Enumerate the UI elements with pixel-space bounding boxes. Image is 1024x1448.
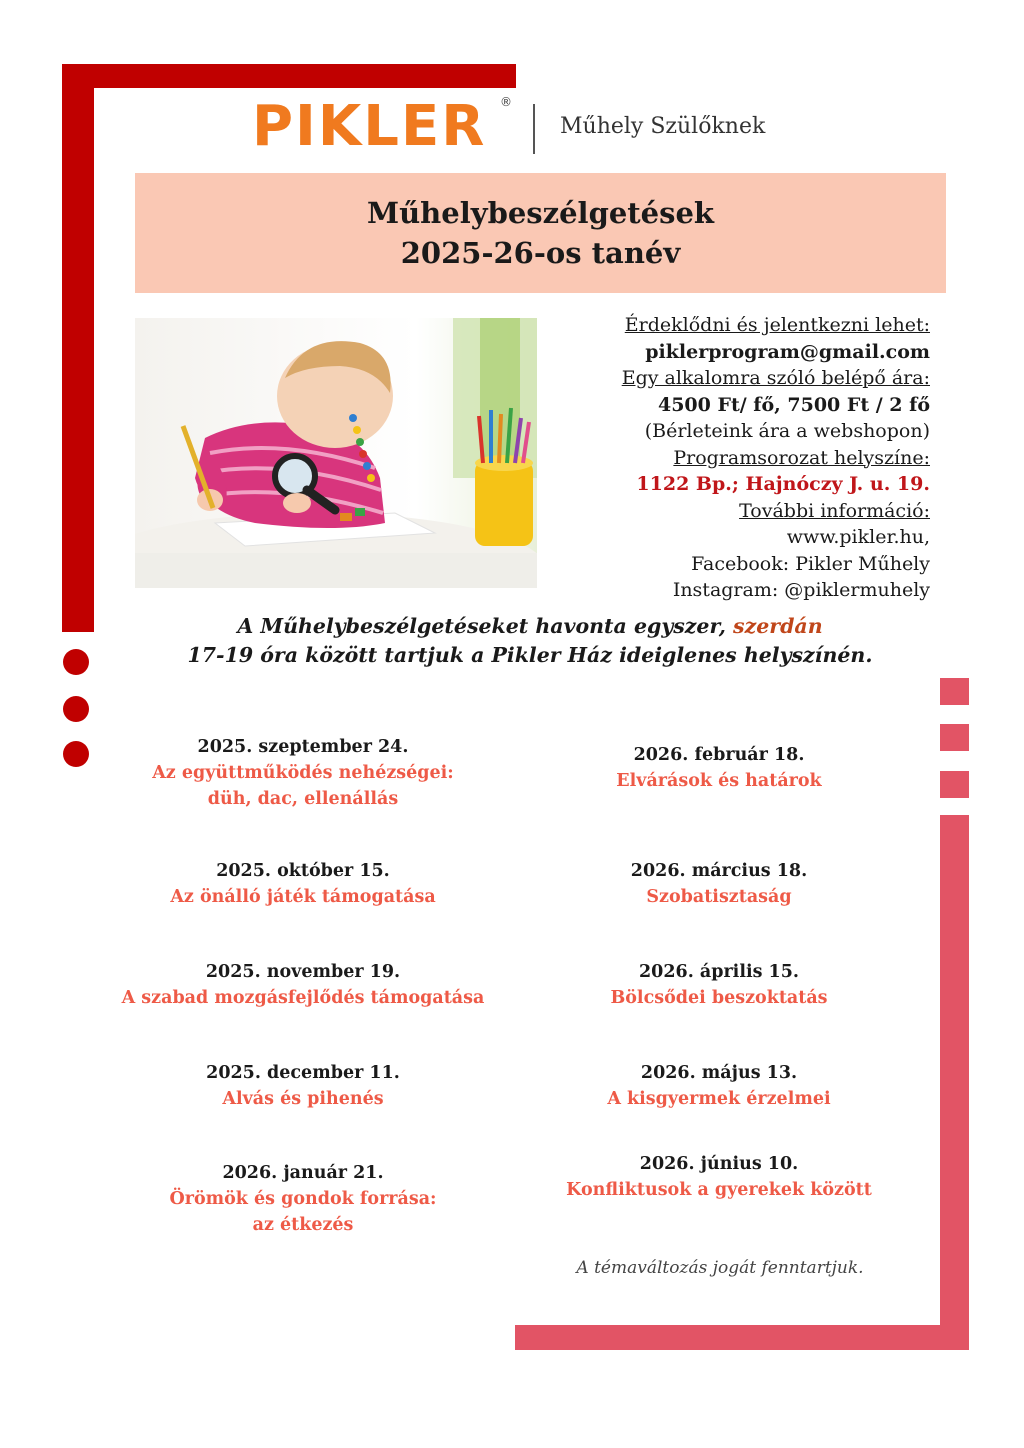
title-line-2: 2025-26-os tanév — [400, 236, 681, 270]
event-date: 2026. április 15. — [638, 962, 800, 982]
decor-square-3 — [940, 771, 969, 798]
decor-dot-1 — [63, 649, 89, 675]
title-line-1: Műhelybeszélgetések — [366, 196, 715, 230]
event-right-5 — [519, 1151, 919, 1203]
event-right-3 — [519, 959, 919, 1011]
child-photo — [135, 318, 537, 588]
event-topic: Az együttműködés nehézségei: — [152, 763, 454, 783]
event-date: 2026. január 21. — [222, 1163, 384, 1183]
event-right-1 — [519, 742, 919, 794]
ticket-price: 4500 Ft/ fő, 7500 Ft / 2 fő — [657, 393, 930, 416]
venue-address: 1122 Bp.; Hajnóczy J. u. 19. — [636, 473, 930, 495]
decor-dot-2 — [63, 696, 89, 722]
website-link[interactable]: www.pikler.hu, — [786, 526, 930, 548]
event-topic: A kisgyermek érzelmei — [607, 1089, 831, 1109]
passes-note: (Bérleteink ára a webshopon) — [644, 420, 930, 442]
info-block — [560, 312, 930, 604]
event-left-4 — [103, 1060, 503, 1112]
event-topic: Alvás és pihenés — [222, 1089, 384, 1109]
logo-divider — [533, 104, 535, 154]
frame-top-left-bar — [62, 64, 516, 88]
instagram-link[interactable]: Instagram: @piklermuhely — [672, 579, 930, 601]
event-date: 2026. június 10. — [639, 1154, 799, 1174]
frame-bottom-bar — [515, 1325, 969, 1350]
venue-label: Programsorozat helyszíne: — [673, 446, 930, 469]
more-info-label: További információ: — [739, 499, 930, 522]
decor-dot-3 — [63, 741, 89, 767]
inquiry-label: Érdeklődni és jelentkezni lehet: — [624, 314, 930, 336]
decor-square-2 — [940, 724, 969, 751]
frame-left-bar — [62, 64, 94, 632]
event-date: 2026. március 18. — [630, 861, 808, 881]
event-topic: Szobatisztaság — [646, 887, 792, 907]
event-right-4 — [519, 1060, 919, 1112]
intro-line-1-text: A Műhelybeszélgetéseket havonta egyszer, — [237, 614, 734, 638]
intro-line-1 — [100, 612, 960, 641]
intro-accent-day: szerdán — [733, 614, 823, 638]
title-band — [135, 173, 946, 293]
intro-line-2: 17-19 óra között tartjuk a Pikler Ház ideiglenes helyszínén. — [187, 643, 873, 667]
intro-text — [100, 612, 960, 670]
event-topic: Bölcsődei beszoktatás — [610, 988, 828, 1008]
event-left-5 — [103, 1160, 503, 1238]
event-date: 2025. október 15. — [216, 861, 390, 881]
decor-square-1 — [940, 678, 969, 705]
frame-right-bar — [940, 815, 969, 1350]
event-date: 2026. május 13. — [640, 1063, 798, 1083]
event-topic: Elvárások és határok — [616, 771, 822, 791]
event-topic: A szabad mozgásfejlődés támogatása — [121, 988, 485, 1008]
pikler-logo: PIKLER — [252, 94, 487, 159]
event-left-1 — [103, 734, 503, 812]
event-topic: düh, dac, ellenállás — [207, 789, 399, 809]
event-topic: Konfliktusok a gyerekek között — [566, 1180, 872, 1200]
event-date: 2026. február 18. — [633, 745, 805, 765]
event-topic: Örömök és gondok forrása: — [169, 1189, 437, 1209]
event-date: 2025. november 19. — [205, 962, 401, 982]
event-left-2 — [103, 858, 503, 910]
facebook-link[interactable]: Facebook: Pikler Műhely — [691, 552, 930, 575]
child-magnifier-illustration — [135, 318, 537, 588]
event-topic: Az önálló játék támogatása — [170, 887, 436, 907]
contact-email[interactable]: piklerprogram@gmail.com — [645, 340, 930, 363]
event-topic: az étkezés — [252, 1215, 354, 1235]
event-date: 2025. december 11. — [206, 1063, 400, 1083]
event-right-2 — [519, 858, 919, 910]
footer-note: A témaváltozás jogát fenntartjuk. — [576, 1258, 864, 1278]
logo-subtitle: Műhely Szülőknek — [560, 114, 766, 139]
registered-mark: ® — [500, 95, 512, 109]
event-left-3 — [103, 959, 503, 1011]
event-date: 2025. szeptember 24. — [197, 737, 409, 757]
price-label: Egy alkalomra szóló belépő ára: — [621, 367, 930, 389]
